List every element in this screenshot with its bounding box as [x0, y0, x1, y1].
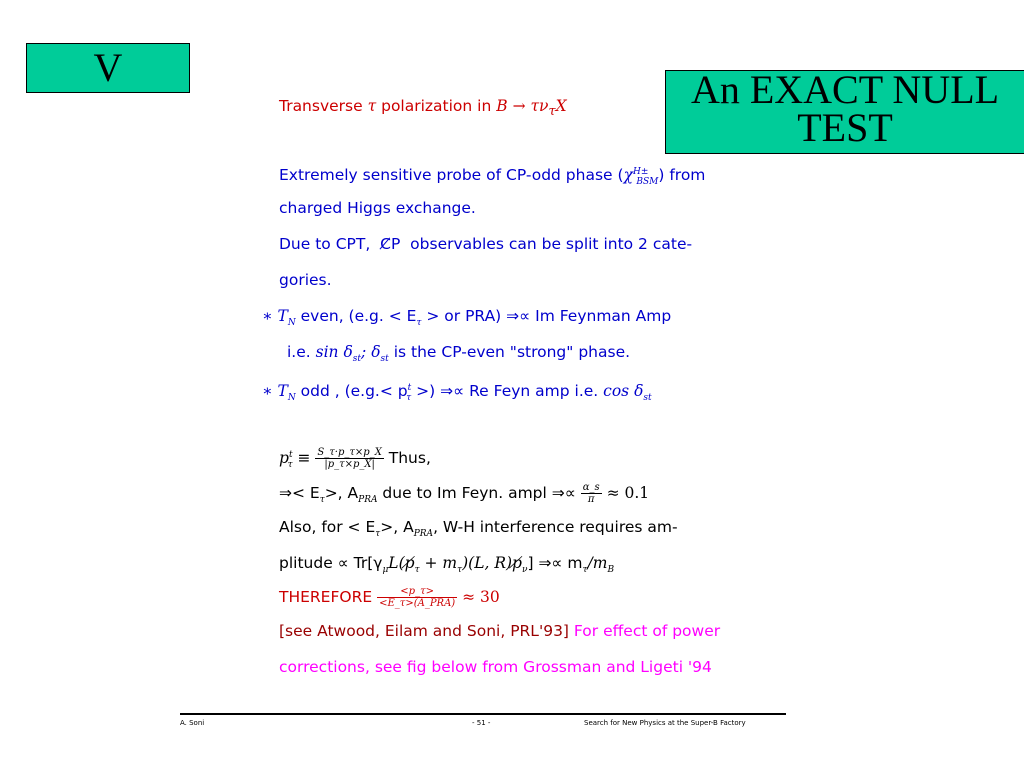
para-line-4: gories.	[279, 271, 332, 289]
slide-heading: Transverse τ polarization in $B \to \tau\nu_\tau X$	[279, 97, 567, 120]
reference-line-cont: corrections, see fig below from Grossman and Ligeti '94	[279, 658, 712, 676]
bullet-tn-odd: ∗ $T_N$ odd , ($e.g.< p^t_\tau$ >) ⇒∝ Re Feyn amp i.e. $\cos \delta_{st}$	[262, 382, 652, 404]
section-label: V	[93, 45, 123, 90]
section-label-box	[26, 43, 190, 93]
pt-fraction: $\frac{S\_\tau\cdot p\_\tau\times p\_X}{|p\_\tau\times p\_X|}$	[317, 447, 382, 471]
footer-page-number: - 51 -	[472, 719, 491, 727]
eq-wh-interference: Also, for < $E_\tau>$, $A_{PRA}$, W-H interference requires am-	[279, 518, 678, 540]
therefore-fraction: $\frac{<p\_\tau>}{\text{<E\_τ>(A\_PRA)}}$	[379, 586, 456, 609]
para-line-2: charged Higgs exchange.	[279, 199, 476, 217]
reference-line: [see Atwood, Eilam and Soni, PRL'93] For effect of power	[279, 622, 721, 640]
eq-amplitude: plitude ∝ $Tr[\gamma_\mu L(p̸_\tau + m_\tau)(L$, $R)p̸_\nu$] ⇒∝ $m_\tau/m_B$	[279, 554, 615, 576]
footer-author: A. Soni	[180, 719, 205, 727]
eq-therefore: THEREFORE $\frac{<p\_\tau>}{\text{<E\_τ>(A\_PRA)}}$ ≈ 30	[279, 586, 500, 609]
alpha-s-fraction: $\frac{\alpha\_s}{\pi}$	[582, 482, 600, 505]
eq-im-feyn: ⇒< $E_\tau>$, $A_{PRA}$ due to Im Feyn. ampl ⇒∝ $\frac{\alpha\_s}{\pi}$ ≈ 0.1	[279, 482, 650, 506]
para-line-1: Extremely sensitive probe of CP-odd phase $(\chi^{H\pm}_{BSM})$ from	[279, 166, 706, 188]
footer-title: Search for New Physics at the Super-B Factory	[584, 719, 746, 727]
callout-text: An EXACT NULL TEST	[690, 67, 1000, 150]
exact-null-test-callout	[665, 67, 1024, 154]
para-line-3: Due to CPT, C̸P observables can be split into 2 cate-	[279, 235, 693, 253]
footer-rule	[180, 713, 786, 715]
bullet-tn-even: ∗ $T_N$ even, (e.g. < $E_\tau$ > or PRA) ⇒∝ Im Feynman Amp	[262, 307, 672, 329]
eq-pt-definition: $p^t_\tau$ ≡ $\frac{S\_\tau\cdot p\_\tau\times p\_X}{|p\_\tau\times p\_X|}$ Thus,	[279, 447, 431, 471]
bullet-tn-even-cont: i.e. $\sin \delta_{st}$; $\delta_{st}$ is the CP-even "strong" phase.	[287, 343, 631, 365]
